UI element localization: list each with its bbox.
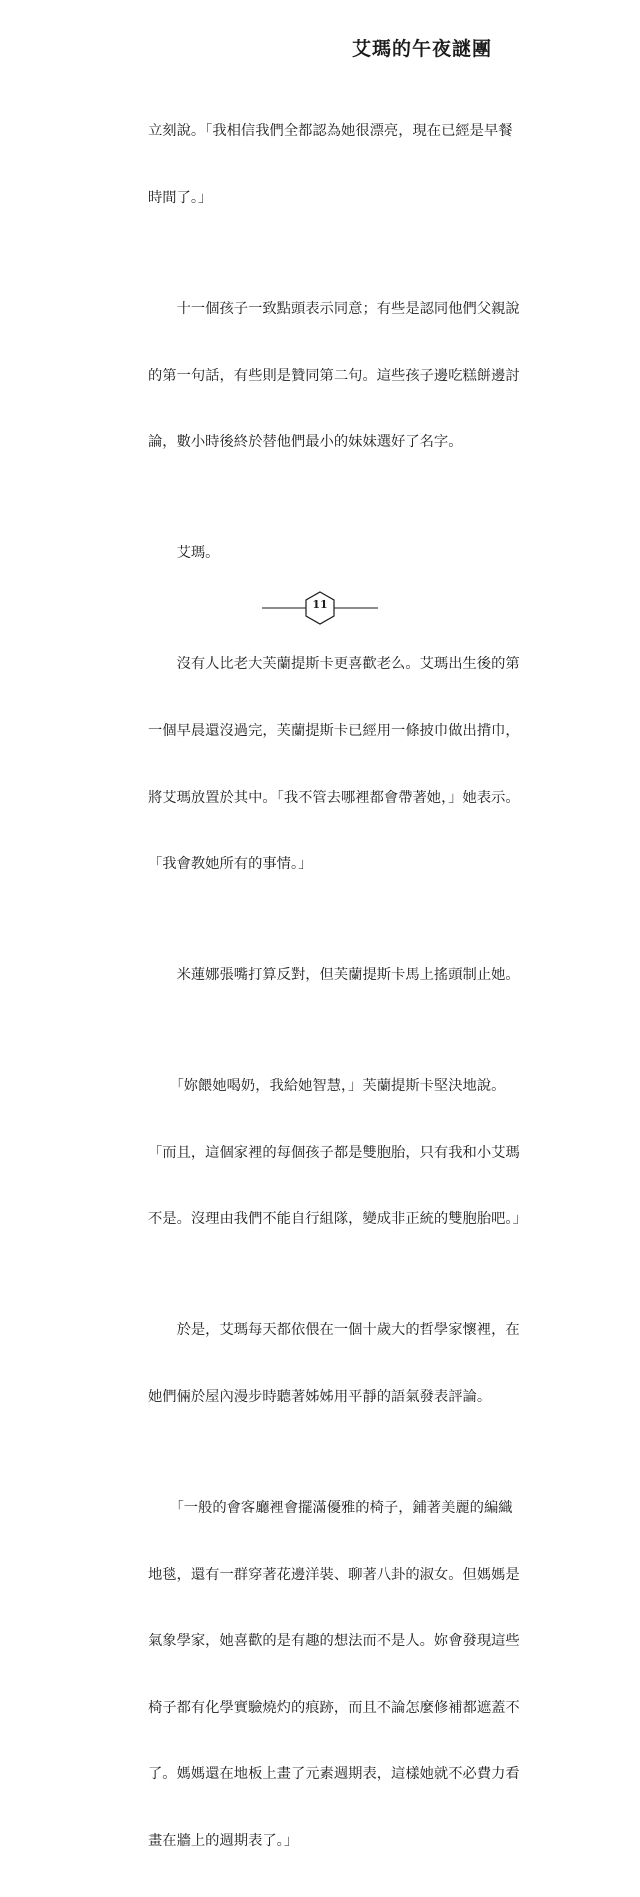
body-text xyxy=(148,76,527,1897)
text-line: 了。媽媽還在地板上畫了元素週期表，這樣她就不必費力看 xyxy=(148,1766,520,1783)
paragraph xyxy=(148,1031,527,1275)
text-line: 「而且，這個家裡的每個孩子都是雙胞胎，只有我和小艾瑪 xyxy=(148,1144,520,1161)
paragraph xyxy=(148,76,513,254)
text-line: 氣象學家，她喜歡的是有趣的想法而不是人。妳會發現這些 xyxy=(148,1633,520,1650)
text-line: 時間了。」 xyxy=(148,190,213,207)
text-line: 十一個孩子一致點頭表示同意；有些是認同他們父親說 xyxy=(148,301,520,318)
text-line: 將艾瑪放置於其中。「我不管去哪裡都會帶著她，」她表示。 xyxy=(148,789,520,806)
paragraph xyxy=(148,609,520,920)
text-line: 一個早晨還沒過完，芙蘭提斯卡已經用一條披巾做出揹巾， xyxy=(148,722,520,739)
text-line: 畫在牆上的週期表了。」 xyxy=(148,1833,299,1850)
text-line: 論，數小時後終於替他們最小的妹妹選好了名字。 xyxy=(148,434,463,451)
paragraph xyxy=(148,1453,520,1897)
paragraph xyxy=(148,920,520,1031)
text-line: 沒有人比老大芙蘭提斯卡更喜歡老么。艾瑪出生後的第 xyxy=(148,656,520,673)
text-line: 椅子都有化學實驗燒灼的痕跡，而且不論怎麼修補都遮蓋不 xyxy=(148,1699,520,1716)
text-line: 不是。沒理由我們不能自行組隊，變成非正統的雙胞胎吧。」 xyxy=(148,1211,527,1228)
text-line: 立刻說。「我相信我們全都認為她很漂亮，現在已經是早餐 xyxy=(148,123,513,140)
text-line: 「一般的會客廳裡會擺滿優雅的椅子，鋪著美麗的編織 xyxy=(148,1500,513,1516)
text-line: 「我會教她所有的事情。」 xyxy=(148,856,313,873)
page-number: 11 xyxy=(312,598,328,611)
paragraph xyxy=(148,254,520,498)
text-line: 地毯，還有一群穿著花邊洋裝、聊著八卦的淑女。但媽媽是 xyxy=(148,1566,520,1583)
text-line: 於是，艾瑪每天都依偎在一個十歲大的哲學家懷裡，在 xyxy=(148,1322,520,1339)
text-line: 艾瑪。 xyxy=(148,545,220,562)
running-title: 艾瑪的午夜謎團 xyxy=(351,38,492,60)
text-line: 米蓮娜張嘴打算反對，但芙蘭提斯卡馬上搖頭制止她。 xyxy=(148,967,520,984)
text-line: 她們倆於屋內漫步時聽著姊姊用平靜的語氣發表評論。 xyxy=(148,1388,492,1405)
text-line: 的第一句話，有些則是贊同第二句。這些孩子邊吃糕餅邊討 xyxy=(148,367,520,384)
page-footer xyxy=(0,588,640,628)
paragraph xyxy=(148,1275,520,1453)
text-line: 「妳餵她喝奶，我給她智慧，」芙蘭提斯卡堅決地說。 xyxy=(148,1078,506,1095)
